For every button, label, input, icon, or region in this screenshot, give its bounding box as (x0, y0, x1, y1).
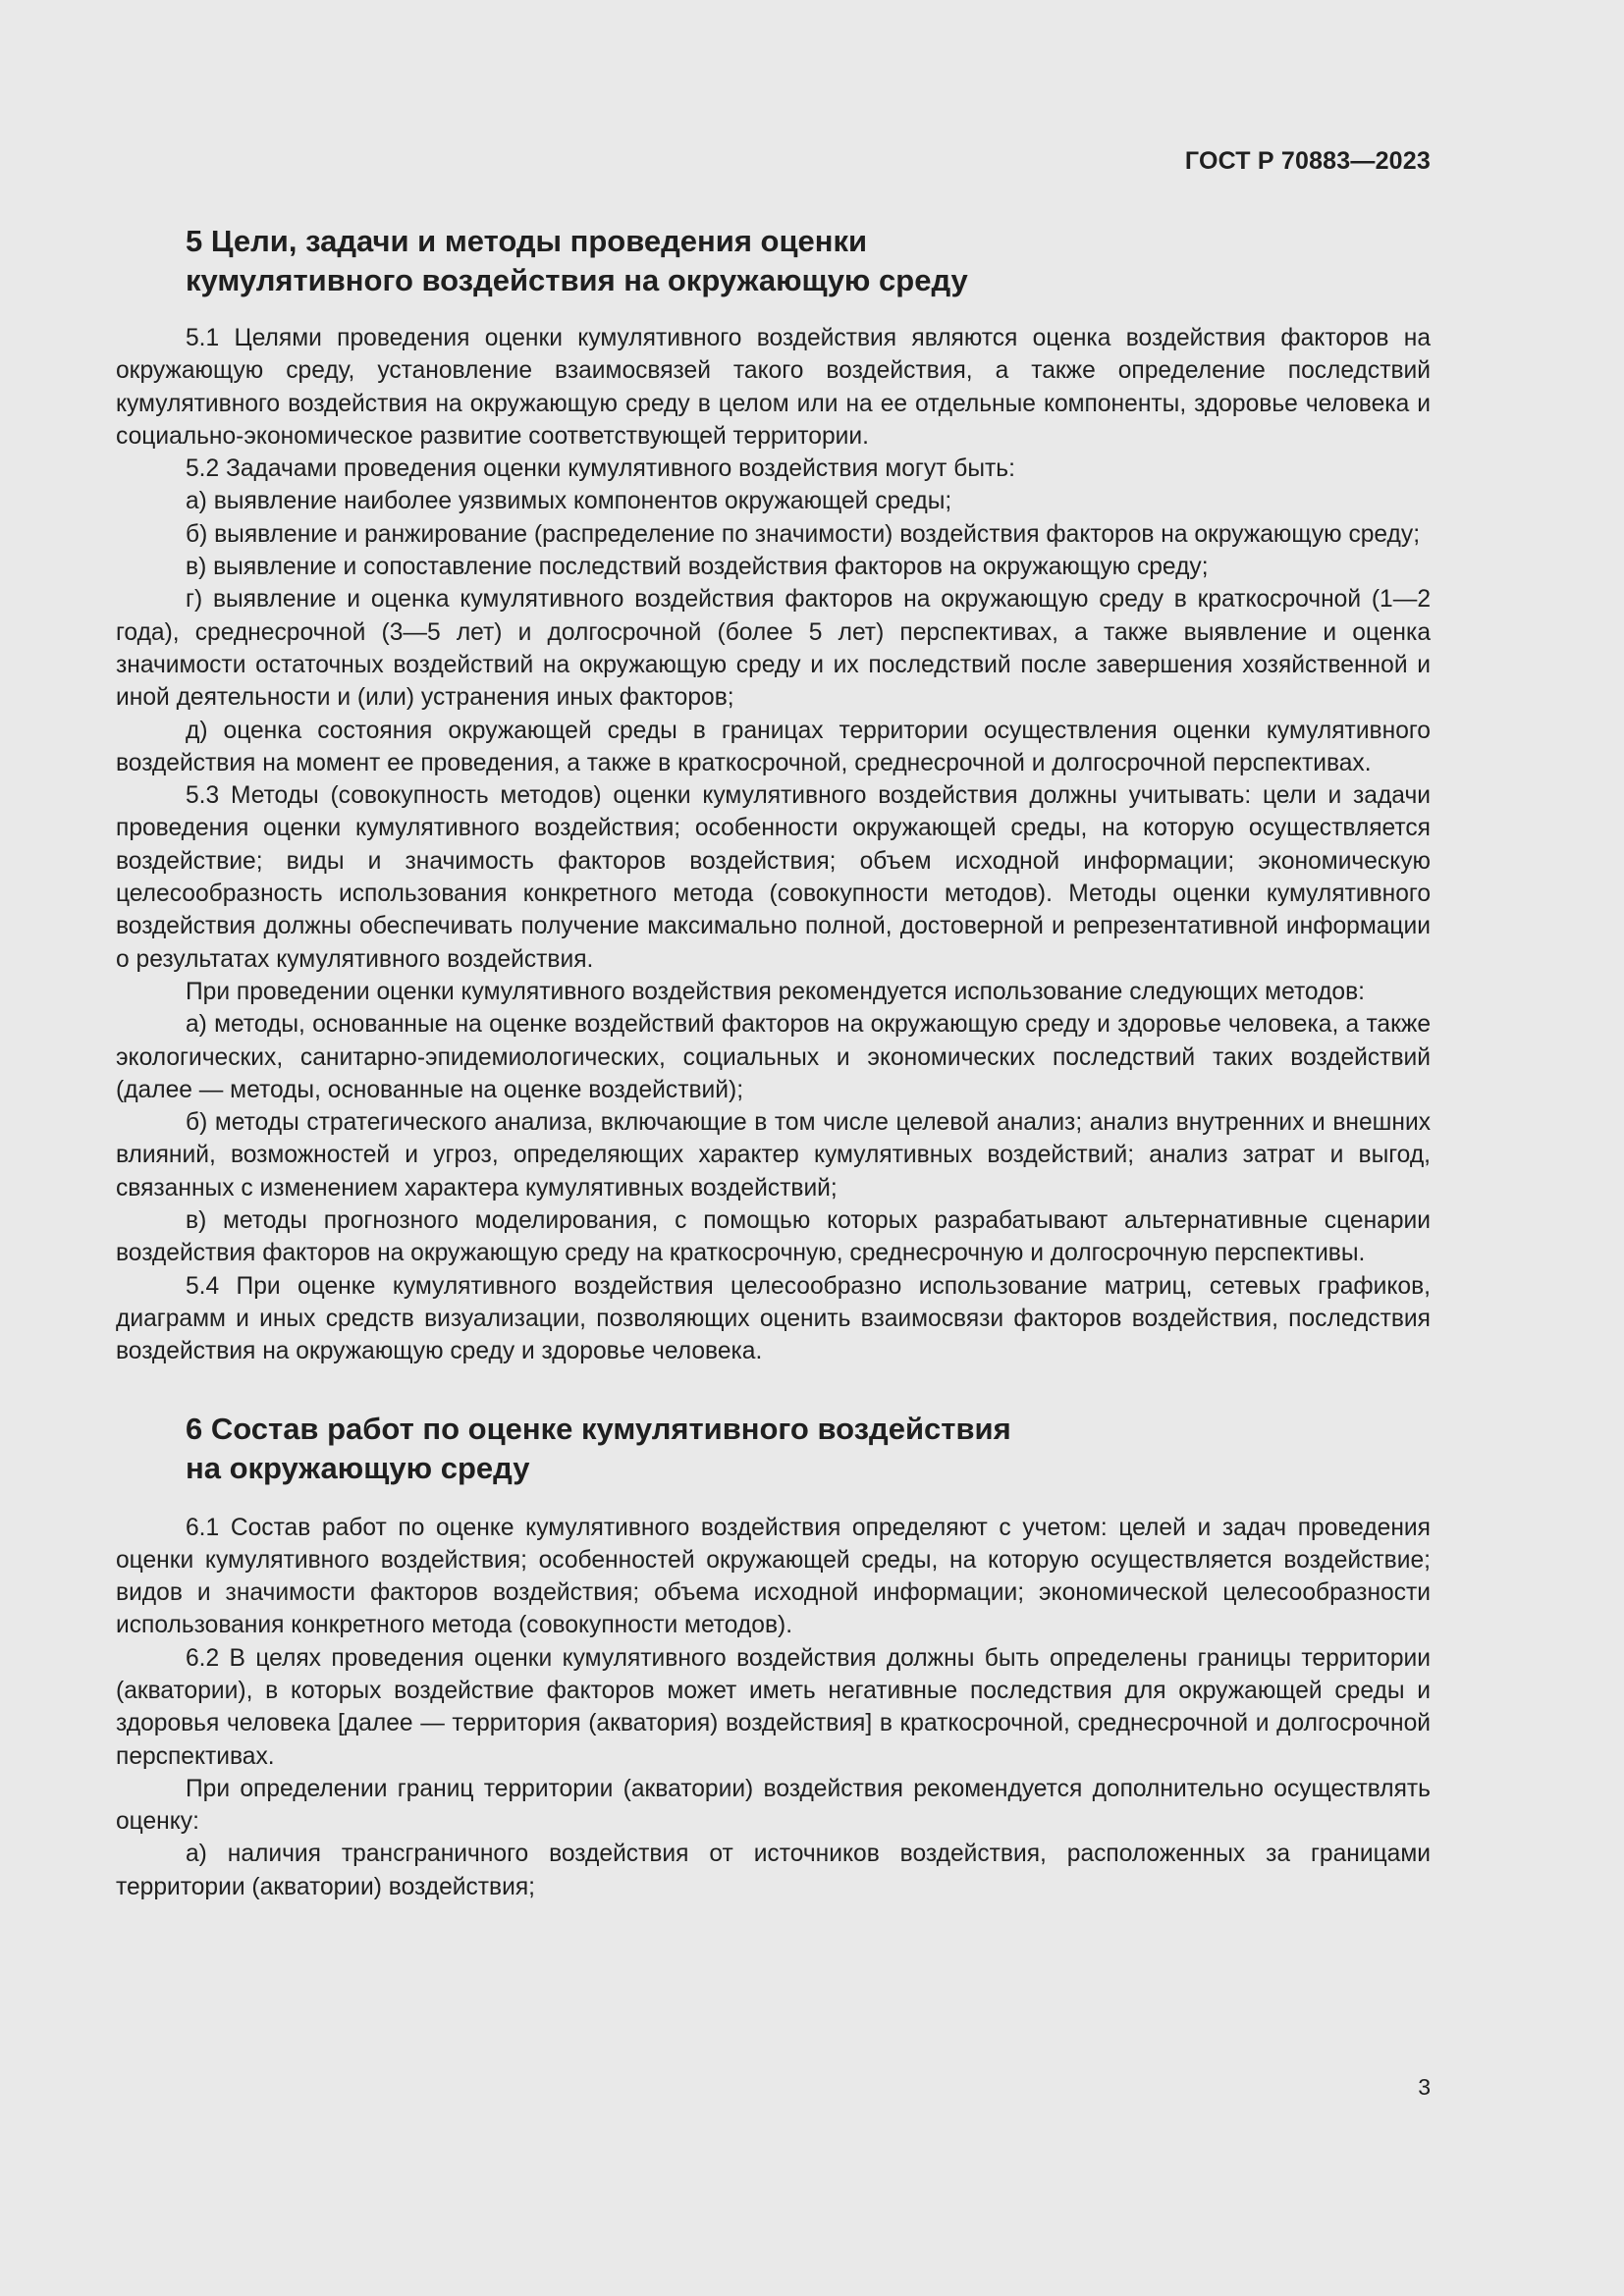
section-5-title (116, 222, 1431, 300)
paragraph-6-1: 6.1 Состав работ по оценке кумулятивного воздействия определяют с учетом: целей и задач проведения оценки кумулятивного воздействия; особенностей окружающей среды, на которую осуществляется воздействие; видов и значимости факторов воздействия; объема исходной информации; экономической целесообразности использования конкретного метода (совокупности методов). (116, 1514, 1431, 1639)
paragraph-5-4: 5.4 При оценке кумулятивного воздействия целесообразно использование матриц, сетевых графиков, диаграмм и иных средств визуализации, позволяющих оценить взаимосвязи факторов воздействия, последствия воздействия на окружающую среду и здоровье человека. (116, 1272, 1431, 1365)
paragraph-6-2-boundaries: При определении границ территории (акватории) воздействия рекомендуется дополнительно осуществлять оценку: (116, 1775, 1431, 1836)
list-item-5-3-b: б) методы стратегического анализа, включающие в том числе целевой анализ; анализ внутренних и внешних влияний, возможностей и угроз, определяющих характер кумулятивных воздействий; анализ затрат и выгод, связанных с изменением характера кумулятивных воздействий; (116, 1109, 1431, 1201)
list-item-5-2-g: г) выявление и оценка кумулятивного воздействия факторов на окружающую среду в краткосрочной (1—2 года), среднесрочной (3—5 лет) и долгосрочной (более 5 лет) перспективах, а также выявление и оценка значимости остаточных воздействий на окружающую среду и их последствий после завершения хозяйственной и иной деятельности и (или) устранения иных факторов; (116, 586, 1431, 712)
document-code: ГОСТ Р 70883—2023 (1184, 147, 1431, 175)
paragraph-5-3: 5.3 Методы (совокупность методов) оценки кумулятивного воздействия должны учитывать: цели и задачи проведения оценки кумулятивного воздействия; особенности окружающей среды, на которую осуществляется воздействие; виды и значимость факторов воздействия; объем исходной информации; экономическую целесообразность использования конкретного метода (совокупности методов). Методы оценки кумулятивного воздействия должны обеспечивать получение максимально полной, достоверной и репрезентативной информации о результатах кумулятивного воздействия. (116, 782, 1431, 973)
paragraph-5-1: 5.1 Целями проведения оценки кумулятивного воздействия являются оценка воздействия факторов на окружающую среду, установление взаимосвязей такого воздействия, а также определение последствий кумулятивного воздействия на окружающую среду в целом или на ее отдельные компоненты, здоровье человека и социально-экономическое развитие соответствующей территории. (116, 325, 1431, 450)
list-item-5-3-a: а) методы, основанные на оценке воздействий факторов на окружающую среду и здоровье человека, а также экологических, санитарно-эпидемиологических, социальных и экономических последствий таких воздействий (далее — методы, основанные на оценке воздействий); (116, 1011, 1431, 1103)
section-6-title-line-1: 6 Состав работ по оценке кумулятивного воздействия (186, 1411, 1011, 1446)
paragraph-5-2: 5.2 Задачами проведения оценки кумулятивного воздействия могут быть: (186, 455, 1015, 483)
list-item-5-2-v: в) выявление и сопоставление последствий воздействия факторов на окружающую среду; (186, 554, 1209, 581)
list-item-5-3-v: в) методы прогнозного моделирования, с помощью которых разрабатывают альтернативные сценарии воздействия факторов на окружающую среду на краткосрочную, среднесрочную и долгосрочную перспективы. (116, 1207, 1431, 1267)
section-5-title-line-2: кумулятивного воздействия на окружающую среду (186, 263, 968, 297)
paragraph-6-2: 6.2 В целях проведения оценки кумулятивного воздействия должны быть определены границы территории (акватории), в которых воздействие факторов может иметь негативные последствия для окружающей среды и здоровья человека [далее — территория (акватория) воздействия] в краткосрочной, среднесрочной и долгосрочной перспективах. (116, 1644, 1431, 1770)
list-item-5-2-d: д) оценка состояния окружающей среды в границах территории осуществления оценки кумулятивного воздействия на момент ее проведения, а также в краткосрочной, среднесрочной и долгосрочной перспективах. (116, 717, 1431, 776)
paragraph-5-3-methods-intro: При проведении оценки кумулятивного воздействия рекомендуется использование следующих методов: (186, 978, 1365, 1005)
section-6-title-line-2: на окружающую среду (186, 1450, 530, 1485)
page-content (116, 222, 1431, 1903)
page-number: 3 (1418, 2074, 1431, 2100)
section-5-body (116, 322, 1431, 1368)
list-item-5-2-a: а) выявление наиболее уязвимых компонентов окружающей среды; (186, 488, 952, 515)
list-item-6-2-a: а) наличия трансграничного воздействия от источников воздействия, расположенных за границами территории (акватории) воздействия; (116, 1841, 1431, 1900)
section-6-body (116, 1512, 1431, 1904)
list-item-5-2-b: б) выявление и ранжирование (распределение по значимости) воздействия факторов на окружающую среду; (186, 520, 1421, 548)
section-6-title (116, 1410, 1431, 1488)
section-5-title-line-1: 5 Цели, задачи и методы проведения оценки (186, 224, 868, 258)
